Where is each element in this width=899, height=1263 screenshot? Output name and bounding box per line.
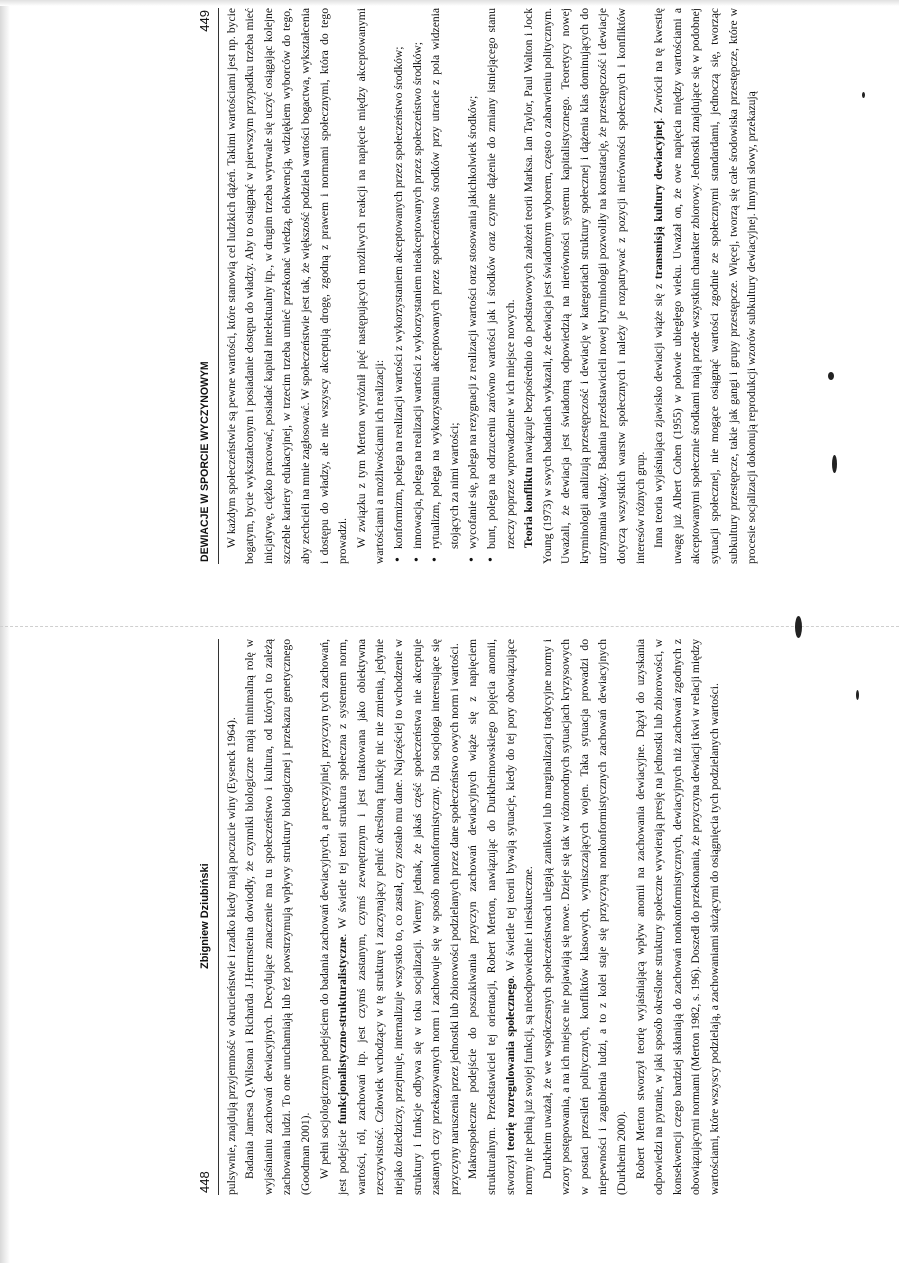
paragraph — [520, 8, 650, 564]
list-item: • wycofanie się, polega na rezygnacji z realizacji wartości oraz stosowania jakichkolwiek środków; — [464, 8, 483, 564]
paragraph-text: Inna teoria wyjaśniająca zjawisko dewiacji wiąże się z — [652, 279, 666, 548]
paragraph: Durkheim uważał, że we współczesnych społeczeństwach ulegają zanikowi lub marginalizacji tradycyjne normy i wzory postępowania, a na ich miejsce nie pojawiają się nowe. Dzieje się tak w różnorodnych sytuacjach kryzysowych w postaci przesileń politycznych, konfliktów klasowych, wyniszczających wojen. Taka sytuacja prowadzi do niepewności i zagubienia ludzi, a to z kolei staje się przyczyną nonkonformistycznych zachowań dewiacyjnych (Durkheim 2000). — [540, 639, 629, 1195]
page-number: 448 — [197, 1171, 212, 1193]
merton-reactions-list — [390, 8, 520, 564]
term-conflict-theory: Teoria konfliktu — [522, 466, 536, 548]
paragraph: Badania Jamesa Q.Wilsona i Richarda J.Herrnsteina dowiodły, że czynniki biologiczne mają minimalną rolę w wyjaśnianiu zachowań dewiacyjnych. Decydujące znaczenie ma tu społeczeństwo i kultura, od których to zależą zachowania ludzi. To one uruchamiają lub też powstrzymują wpływy struktury biologicznej i przekazu genetycznego (Goodman 2001). — [243, 639, 312, 1195]
running-title: DEWIACJE W SPORCIE WYCZYNOWYM — [198, 361, 212, 562]
page-449 — [196, 8, 759, 564]
page-fold — [0, 626, 899, 627]
paragraph-text: . Zwrócił na tę kwestię uwagę już Albert Cohen (1955) w połowie ubiegłego wieku. Uważał on, że owe napięcia między wartościami a akceptowanymi społecznie środkami mają przede wszystkim charakter zbiorowy. Jednostki znajdujące się w podobnej sytuacji społecznej, nie mogące osiągnąć wartości zgodnie ze społecznymi standardami, jednoczą się, tworząc subkultury przestępcze, takie jak gangi i grupy przestępcze. Więcej, tworzą się całe środowiska przestępcze, które w procesie socjalizacji dokonują reprodukcji wzorów subkultury dewiacyjnej. Innymi słowy, przekazują — [652, 8, 759, 564]
paragraph — [316, 639, 465, 1195]
paragraph: W związku z tym Merton wyróżnił pięć następujących możliwych reakcji na napięcie między akceptowanymi wartościami a możliwościami ich realizacji: — [354, 8, 387, 564]
scan-speck — [832, 455, 837, 473]
term-functionalism: funkcjonalistyczno-strukturalistyczne — [336, 936, 350, 1125]
paragraph: W każdym społeczeństwie są pewne wartości, które stanowią cel ludzkich dążeń. Takimi wartościami jest np. bycie bogatym, bycie wykształconym i posiadanie dostępu do władzy. Aby to osiągnąć w pierwszym przypadku trzeba mieć inicjatywę, ciężko pracować, posiadać kapitał intelektualny itp., w drugim trzeba wytrwale się uczyć osiągając kolejne szczeble kariery edukacyjnej, w trzecim trzeba umieć przekonać wiedzą, elokwencją, wdziękiem wyborców do tego, aby zechcieli na mnie zagłosować. W społeczeństwie jest tak, że większość podziela wartości bogactwa, wykształcenia i dostępu do władzy, ale nie wszyscy akceptują drogę, zgodną z prawem i normami społecznymi, która do tego prowadzi. — [224, 8, 350, 564]
scan-speck — [828, 372, 834, 380]
scan-speck — [795, 616, 802, 638]
paragraph: Robert Merton stworzył teorię wyjaśniającą wpływ anomii na zachowania dewiacyjne. Dążył do uzyskania odpowiedzi na pytanie, w jaki sposób określone struktury społeczne wywierają presję na jednostki lub zbiorowości, w konsekwencji czego bardziej skłaniają do zachowań nonkonformistycznych, dewiacyjnych niż zachowań zgodnych z obowiązującymi normami (Merton 1982, s. 196). Doszedł do przekonania, że przyczyna dewiacji tkwi w relacji między wartościami, które wszyscy podzielają, a zachowaniami służącymi do osiągnięcia tych podzielanych wartości. — [633, 639, 722, 1195]
page-header — [196, 639, 219, 1195]
list-item: • bunt, polega na odrzuceniu zarówno wartości jak i środków oraz czynne dążenie do zmiany istniejącego stanu rzeczy poprzez wprowadzenie w ich miejsce nowych. — [483, 8, 520, 564]
paragraph: pulsywnie, znajdują przyjemność w okrucieństwie i rzadko kiedy mają poczucie winy (Eysenck 1964). — [224, 717, 238, 1195]
page-number: 449 — [197, 10, 212, 32]
term-social-disorganization: teorię rozregulowania społecznego — [503, 978, 517, 1151]
list-item: • innowacja, polega na realizacji wartości z wykorzystaniem nieakceptowanych przez społeczeństwo środków; — [409, 8, 428, 564]
term-cultural-transmission: transmisją kultury dewiacyjnej — [652, 120, 666, 280]
paragraph-text: . W świetle tej teorii struktura społeczna z systemem norm, wartości, ról, zachowań itp. jest czymś zastanym, czymś zewnętrznym i jest traktowana jako obiektywna rzeczywistość. Człowiek wchodzący w tę strukturę i zaczynający pełnić określoną funkcję nic nie zmienia, jedynie niejako dziedziczy, przejmuje, internalizuje wszystko to, co zastał, czy zostało mu dane. Najczęściej to wchodzenie w struktury i funkcje odbywa się w toku socjalizacji. Wiemy jednak, że jakaś część społeczeństwa nie akceptuje zastanych czy przekazywanych norm i zachowuje się w sposób nonkonformistyczny. Dla socjologa interesujące się przyczyny naruszenia przez jednostki lub zbiorowości podzielanych przez dane społeczeństwo owych norm i wartości. — [336, 639, 461, 1195]
scan-edge — [0, 0, 10, 1263]
paragraph-text: Makrospołeczne podejście do poszukiwania przyczyn zachowań dewiacyjnych wiąże się z napięciem strukturalnym. Przedstawiciel tej orientacji, Robert Merton, nawiązując do Durkheimowskiego pojęcia anomii, stworzył — [466, 639, 517, 1195]
paragraph-text: nawiązuje bezpośrednio do podstawowych założeń teorii Marksa. Ian Taylor, Paul Walton i Jock Young (1973) w swych badaniach wykazali, że dewiacja jest świadomym wyborem, często o zabarwieniu politycznym. Uważali, że dewiacja jest świadomą odpowiedzią na nierówności systemu kapitalistycznego. Teoretycy nowej kryminologii analizują przestępczość i dewiację w kategoriach struktury społecznej i dążenia klas dominujących do utrzymania władzy. Badania przedstawicieli nowej kryminologii pozwoliły na konstatację, że przestępczość i dewiacje dotyczą wszystkich warstw społecznych i należy je rozpatrywać z pozycji nierówności społecznych i konfliktów interesów różnych grup. — [522, 8, 647, 564]
scan-speck — [862, 92, 865, 98]
paragraph — [464, 639, 538, 1195]
list-item: • konformizm, polega na realizacji wartości z wykorzystaniem akceptowanych przez społeczeństwo środków; — [390, 8, 409, 564]
paragraph-text: W pełni socjologicznym podejściem do badania zachowań dewiacyjnych, a precyzyjniej, przyczyn tych zachowań, jest podejście — [317, 639, 350, 1195]
paragraph-text: . W świetle tej teorii bywają sytuacje, kiedy do tej pory obowiązujące normy nie pełnią już swojej funkcji, są nieodpowiednie i nieskuteczne. — [503, 639, 536, 1195]
running-author: Zbigniew Dziubiński — [199, 863, 211, 970]
scan-speck — [856, 690, 859, 700]
page-header — [196, 8, 219, 564]
list-item: • rytualizm, polega na wykorzystaniu akceptowanych przez społeczeństwo środków przy utracie z pola widzenia stojących za nimi wartości; — [427, 8, 464, 564]
scan-edge-top — [0, 0, 899, 6]
page-448 — [196, 639, 722, 1195]
paragraph — [650, 8, 762, 564]
